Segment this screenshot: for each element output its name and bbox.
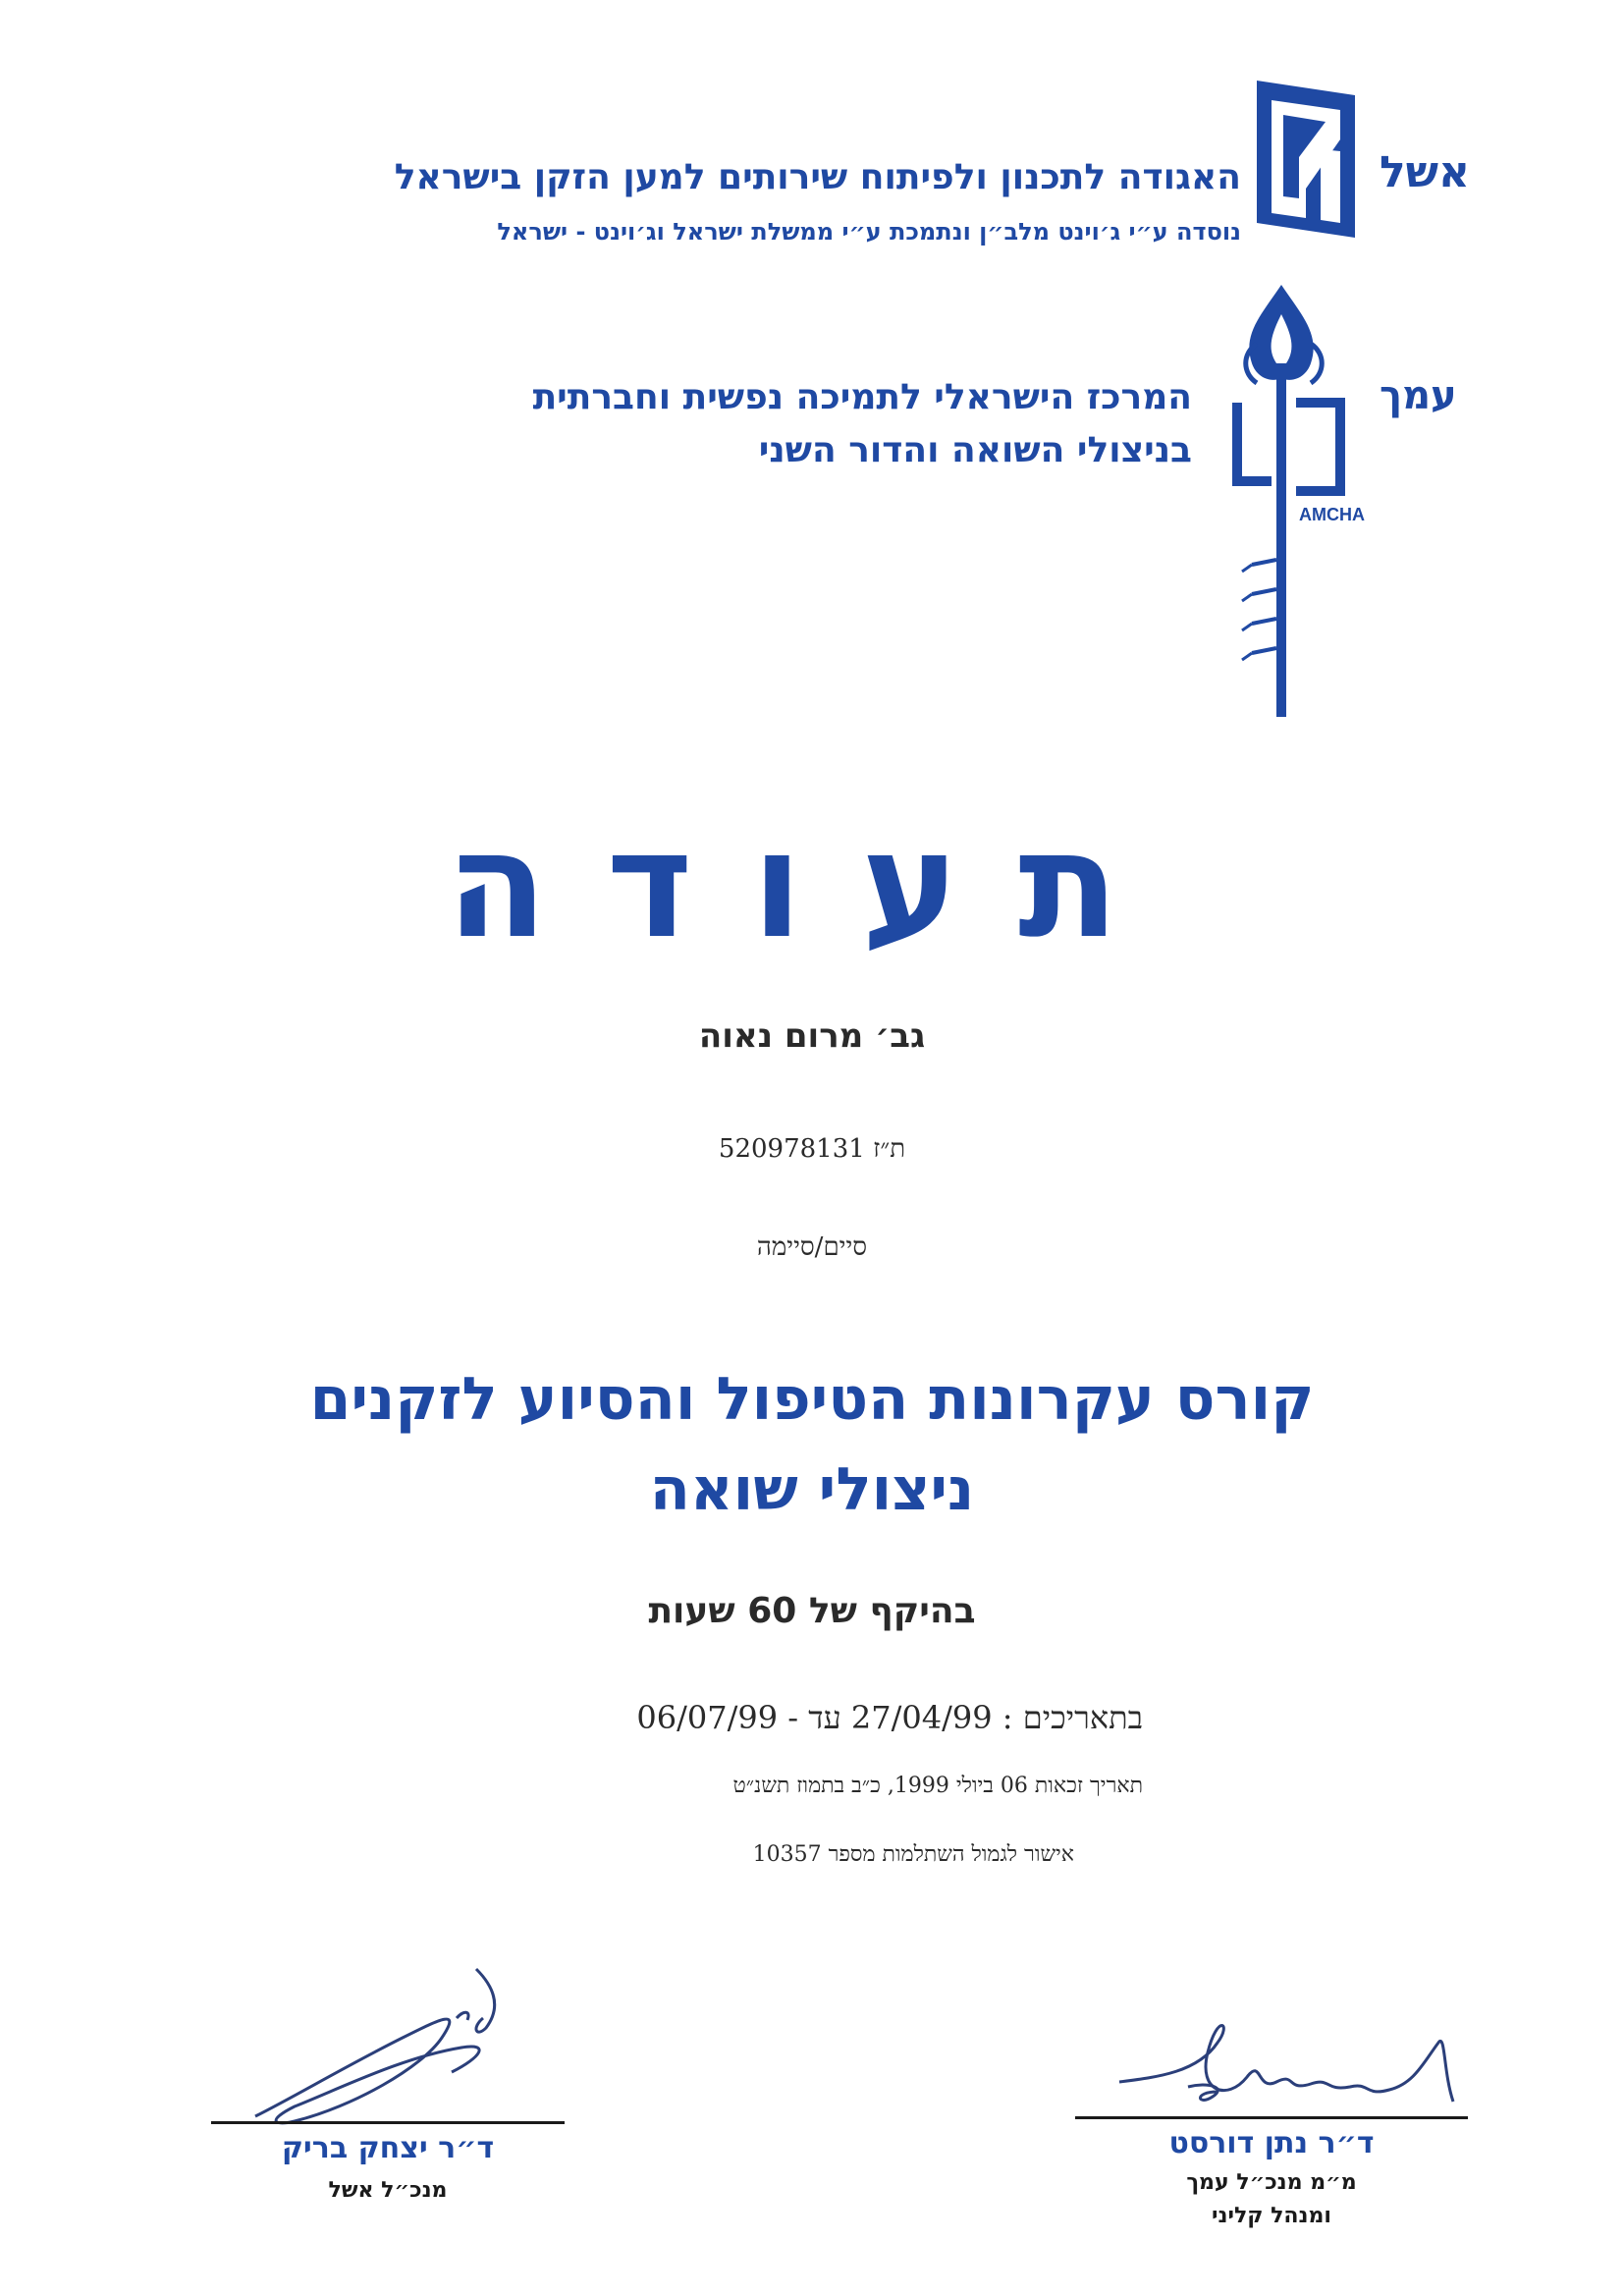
signature-left [236, 1949, 569, 2146]
signer-right-name: ד״ר נתן דורסט [1168, 2126, 1375, 2160]
certificate-title: תעודה [446, 800, 1178, 971]
id-label: ת״ז [873, 1134, 906, 1164]
svg-text:AMCHA: AMCHA [1299, 505, 1365, 524]
course-name-line2: ניצולי שואה [649, 1455, 975, 1524]
amcha-line2: בניצולי השואה והדור השני [758, 430, 1192, 470]
signer-left-name: ד״ר יצחק בריק [281, 2131, 495, 2165]
course-dates [636, 1699, 1143, 1736]
approval-number: אישור לגמול השתלמות מספר 10357 [752, 1842, 1074, 1867]
signer-right-role-line1: מ״מ מנכ״ל עמך [1186, 2170, 1357, 2195]
signer-left-role: מנכ״ל אשל [328, 2178, 448, 2203]
amcha-line1: המרכז הישראלי לתמיכה נפשית וחברתית [532, 377, 1192, 417]
date-to: 06/07/99 [636, 1699, 779, 1736]
recipient-name: גב׳ מרום נאוה [698, 1016, 926, 1056]
date-to-label: עד - [787, 1699, 841, 1736]
signer-right-role-line2: ומנהל קליני [1212, 2204, 1331, 2228]
amcha-logo [1222, 285, 1365, 717]
completed-text: סיים/סיימה [756, 1232, 868, 1262]
id-line [0, 1134, 1624, 1164]
eshel-word: אשל [1380, 147, 1471, 197]
eshel-logo [1252, 81, 1360, 238]
course-name-line1: קורס עקרונות הטיפול והסיוע לזקנים [309, 1365, 1315, 1434]
dates-label: בתאריכים : [1001, 1699, 1143, 1736]
entitlement-date: תאריך זכאות 06 ביולי 1999, כ״ב בתמוז תשנ״ט [732, 1774, 1143, 1798]
signature-right [1100, 1994, 1492, 2131]
id-number: 520978131 [718, 1134, 865, 1164]
course-scope: בהיקף של 60 שעות [648, 1591, 976, 1631]
date-from: 27/04/99 [850, 1699, 993, 1736]
amcha-word: עמך [1380, 373, 1457, 418]
eshel-subtitle: נוסדה ע״י ג׳וינט מלב״ן ונתמכת ע״י ממשלת ישראל וג׳וינט - ישראל [497, 218, 1241, 246]
signature-line-right [1075, 2116, 1468, 2119]
signature-line-left [211, 2121, 565, 2124]
eshel-title: האגודה לתכנון ולפיתוח שירותים למען הזקן בישראל [394, 157, 1241, 197]
